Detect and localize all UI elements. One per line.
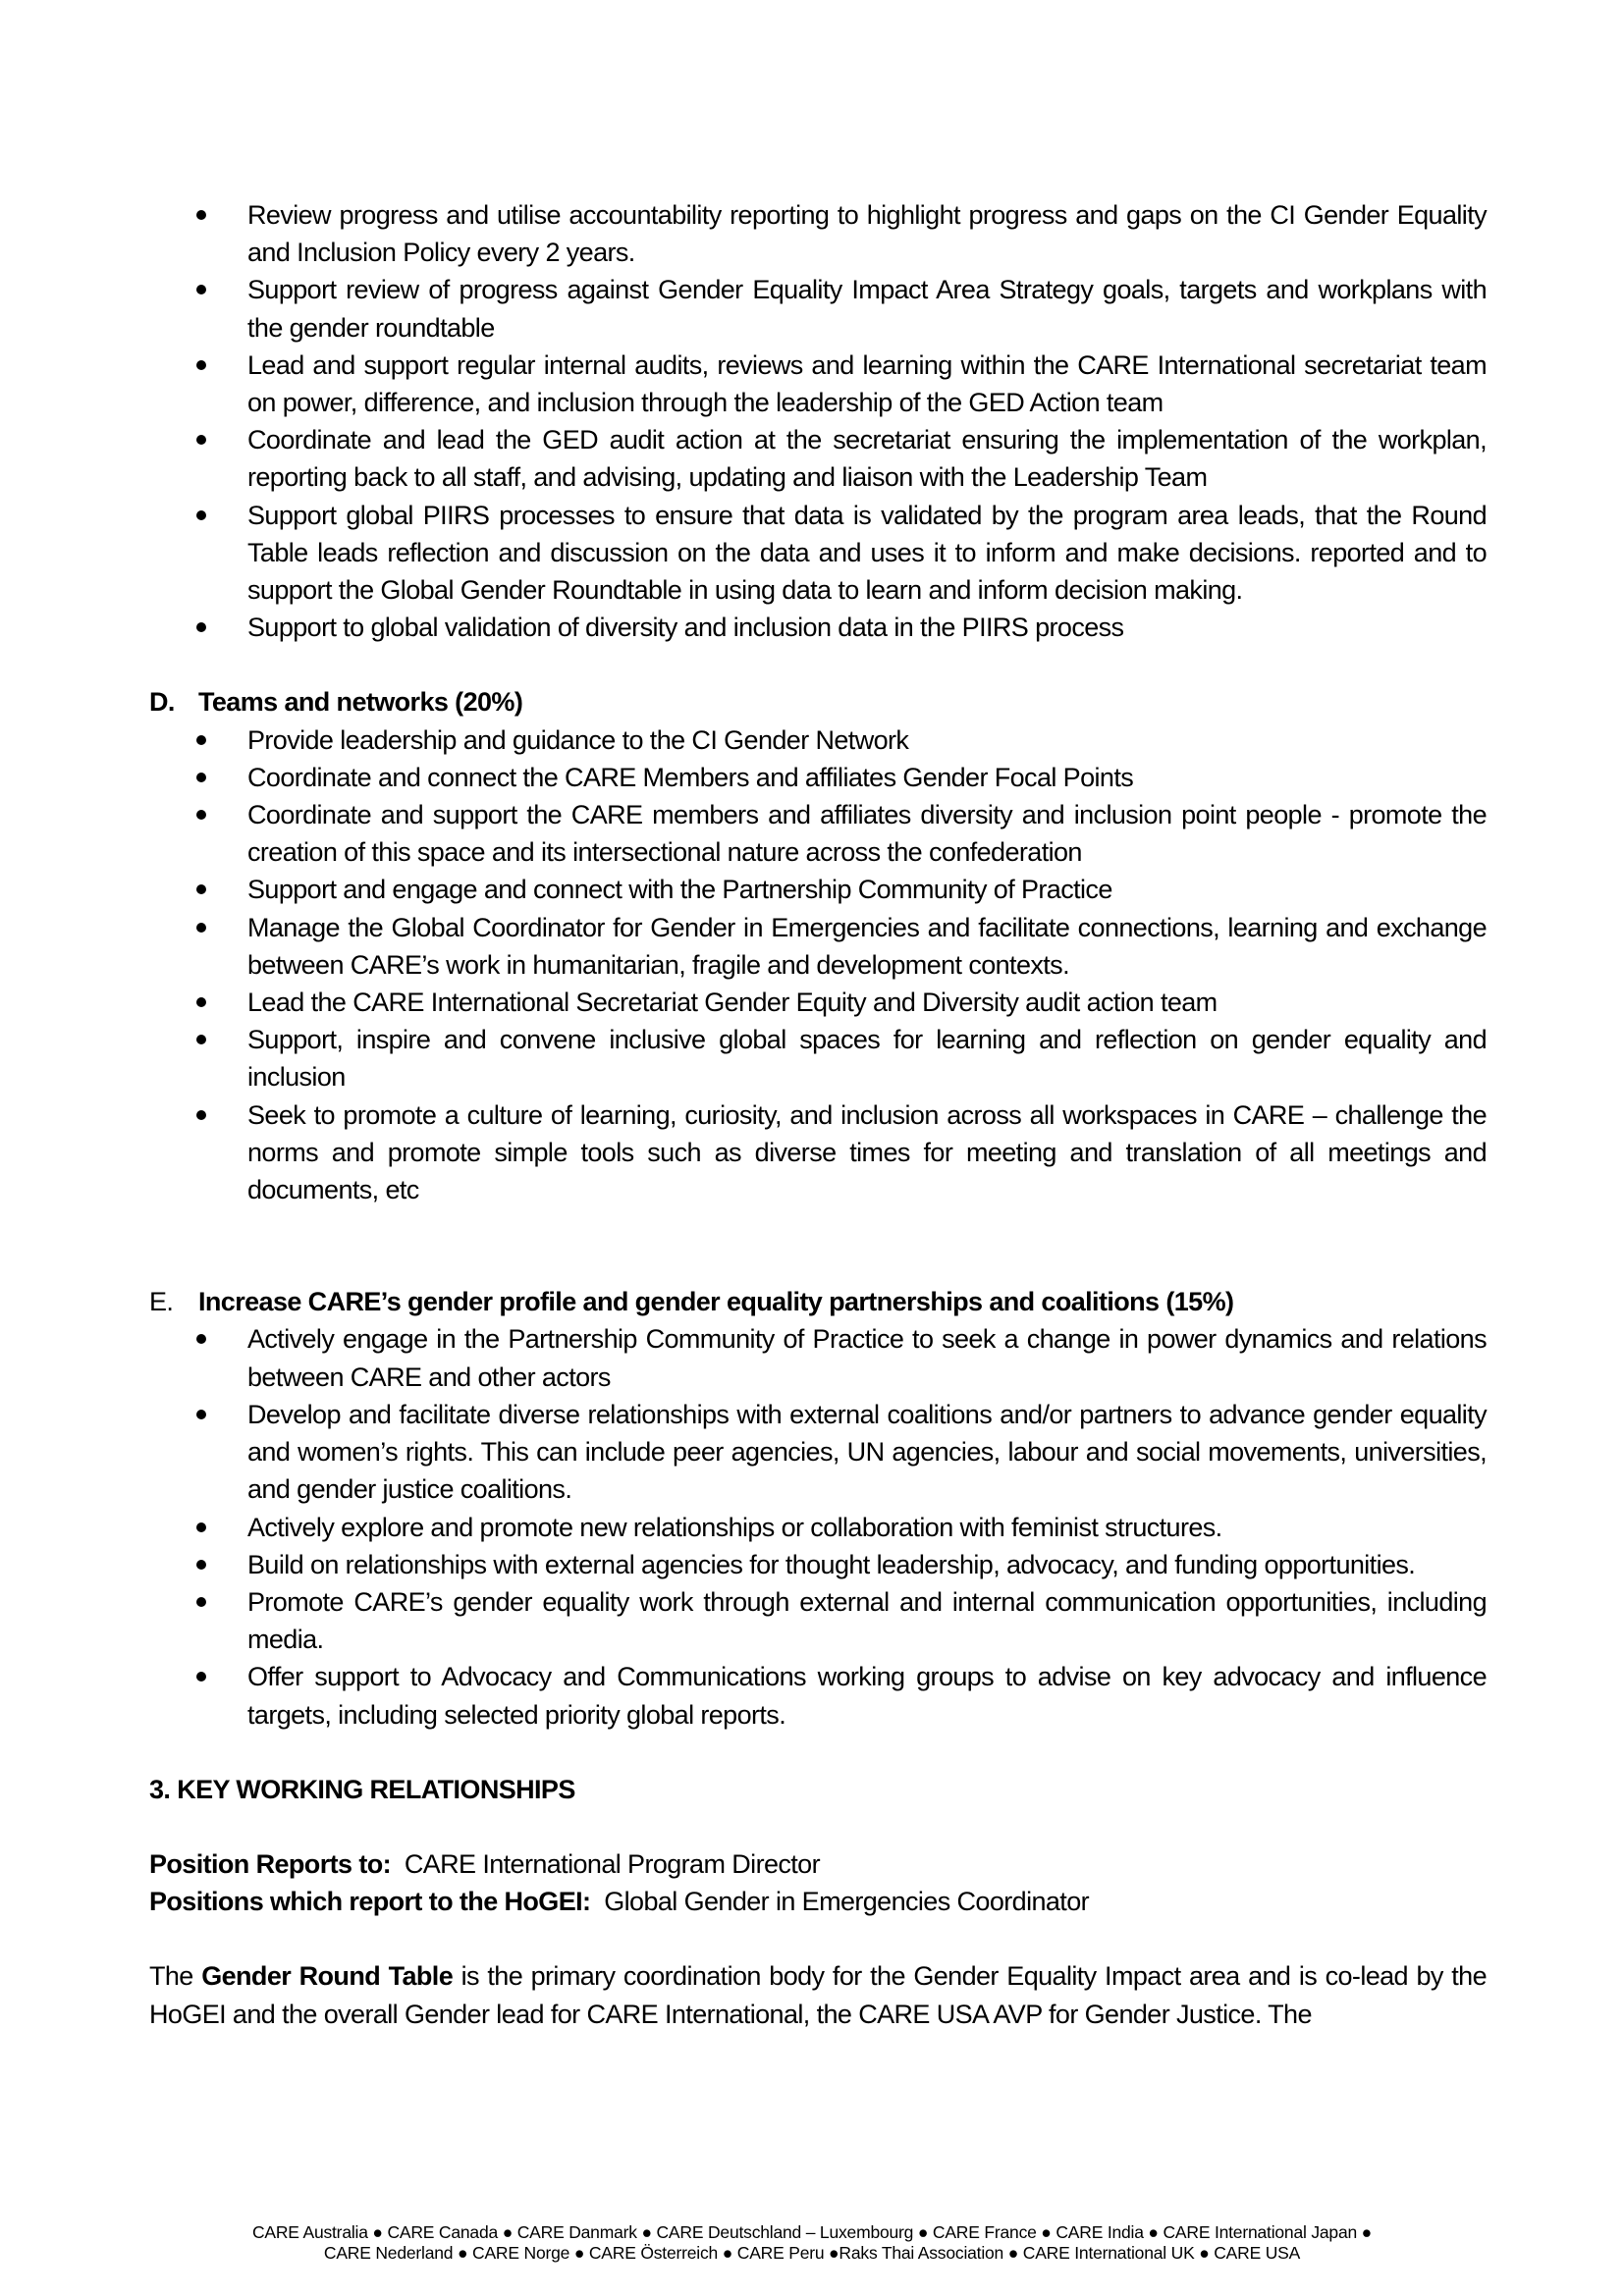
direct-reports-line: Positions which report to the HoGEI: Global Gender in Emergencies Coordinator [149, 1887, 1090, 1917]
bullet-icon [196, 735, 206, 745]
reports-to-line: Position Reports to: CARE International Program Director [149, 1848, 820, 1879]
footer-line-1: CARE Australia ● CARE Canada ● CARE Danmark ● CARE Deutschland – Luxembourg ● CARE France ● CARE India ● CARE International Japan ● [251, 2222, 1373, 2242]
bullet-icon [196, 1522, 206, 1532]
list-item: Support to global validation of diversity and inclusion data in the PIIRS process [247, 609, 1487, 646]
list-item: Lead and support regular internal audits, reviews and learning within the CARE International secretariat team on power, difference, and inclusion through the leadership of the GED Action team [247, 347, 1487, 421]
bullet-icon [196, 1410, 206, 1419]
bullet-icon [196, 810, 206, 820]
bullet-icon [196, 360, 206, 370]
bullet-icon [196, 884, 206, 894]
list-item: Seek to promote a culture of learning, curiosity, and inclusion across all workspaces in CARE – challenge the norms and promote simple tools such as diverse times for meeting and translation of all meetings and documents, etc [247, 1096, 1487, 1209]
list-item: Coordinate and lead the GED audit action at the secretariat ensuring the implementation of the workplan, reporting back to all staff, and advising, updating and liaison with the Leadership Team [247, 421, 1487, 496]
document-page [149, 196, 1487, 2033]
list-item: Develop and facilitate diverse relationships with external coalitions and/or partners to advance gender equality and women’s rights. This can include peer agencies, UN agencies, labour and social movements, universities, and gender justice coalitions. [247, 1396, 1487, 1509]
bullet-icon [196, 1035, 206, 1044]
bullet-icon [196, 997, 206, 1007]
page-footer [0, 2222, 1624, 2264]
bullet-icon [196, 1110, 206, 1120]
list-item: Manage the Global Coordinator for Gender in Emergencies and facilitate connections, learning and exchange between CARE’s work in humanitarian, fragile and development contexts. [247, 909, 1487, 984]
gender-round-table-paragraph: The Gender Round Table is the primary coordination body for the Gender Equality Impact area and is co-lead by the HoGEI and the overall Gender lead for CARE International, the CARE USA AVP for Gender Justice. The [149, 1961, 1487, 2029]
list-item: Build on relationships with external agencies for thought leadership, advocacy, and funding opportunities. [247, 1546, 1487, 1583]
list-item: Support, inspire and convene inclusive global spaces for learning and reflection on gender equality and inclusion [247, 1021, 1487, 1095]
bullet-icon [196, 1560, 206, 1570]
list-item: Actively explore and promote new relationships or collaboration with feminist structures. [247, 1509, 1487, 1546]
bullet-icon [196, 1672, 206, 1682]
section-c-list [149, 196, 1487, 646]
bullet-icon [196, 1597, 206, 1607]
list-item: Support global PIIRS processes to ensure that data is validated by the program area leads, that the Round Table leads reflection and discussion on the data and uses it to inform and make decisions. reported and to support the Global Gender Roundtable in using data to learn and inform decision making. [247, 497, 1487, 610]
section-e-list [149, 1320, 1487, 1733]
section-e-heading: E. Increase CARE’s gender profile and gender equality partnerships and coalitions (15%) [149, 1287, 1234, 1317]
key-relationships-heading: 3. KEY WORKING RELATIONSHIPS [149, 1774, 575, 1804]
list-item: Actively engage in the Partnership Community of Practice to seek a change in power dynamics and relations between CARE and other actors [247, 1320, 1487, 1395]
list-item: Lead the CARE International Secretariat Gender Equity and Diversity audit action team [247, 984, 1487, 1021]
list-item: Coordinate and support the CARE members and affiliates diversity and inclusion point people - promote the creation of this space and its intersectional nature across the confederation [247, 796, 1487, 871]
bullet-icon [196, 285, 206, 294]
list-item: Promote CARE’s gender equality work through external and internal communication opportunities, including media. [247, 1583, 1487, 1658]
bullet-icon [196, 435, 206, 445]
bullet-icon [196, 510, 206, 520]
bullet-icon [196, 1334, 206, 1344]
bullet-icon [196, 622, 206, 632]
list-item: Support and engage and connect with the Partnership Community of Practice [247, 871, 1487, 908]
list-item: Support review of progress against Gender Equality Impact Area Strategy goals, targets and workplans with the gender roundtable [247, 271, 1487, 346]
bullet-icon [196, 923, 206, 933]
list-item: Review progress and utilise accountability reporting to highlight progress and gaps on the CI Gender Equality and Inclusion Policy every 2 years. [247, 196, 1487, 271]
footer-line-2: CARE Nederland ● CARE Norge ● CARE Österreich ● CARE Peru ●Raks Thai Association ● CARE International UK ● CARE USA [323, 2243, 1301, 2263]
list-item: Provide leadership and guidance to the CI Gender Network [247, 721, 1487, 759]
list-item: Coordinate and connect the CARE Members and affiliates Gender Focal Points [247, 759, 1487, 796]
section-d-heading: D. Teams and networks (20%) [149, 687, 523, 718]
section-d-list [149, 721, 1487, 1209]
bullet-icon [196, 210, 206, 220]
bullet-icon [196, 773, 206, 782]
list-item: Offer support to Advocacy and Communications working groups to advise on key advocacy and influence targets, including selected priority global reports. [247, 1658, 1487, 1733]
